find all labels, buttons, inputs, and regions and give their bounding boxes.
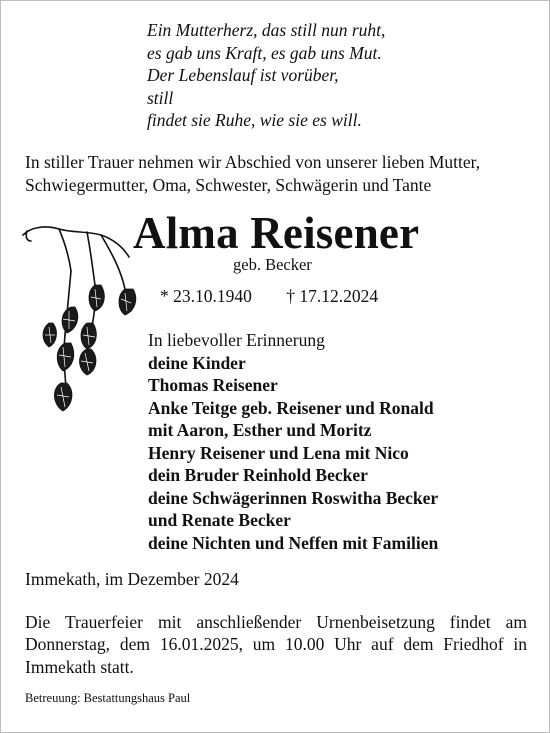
poem-line: es gab uns Kraft, es gab uns Mut. (147, 42, 382, 63)
mourners-heading: In liebevoller Erinnerung (148, 330, 325, 350)
poem-line: Der Lebenslauf ist vorüber, (147, 65, 339, 86)
birth-date: * 23.10.1940 (160, 286, 252, 306)
mourner-line: mit Aaron, Esther und Moritz (148, 420, 372, 440)
funeral-home-credit: Betreuung: Bestattungshaus Paul (25, 691, 191, 705)
death-date: † 17.12.2024 (286, 286, 379, 306)
mourner-line: Anke Teitge geb. Reisener und Ronald (148, 397, 434, 418)
mourner-line: Henry Reisener und Lena mit Nico (148, 442, 409, 463)
poem (147, 19, 385, 132)
intro-text (25, 151, 535, 196)
poem-line: still (147, 87, 174, 108)
life-dates (160, 285, 378, 307)
leafy-branch-icon (21, 223, 146, 433)
mourner-line: Thomas Reisener (148, 375, 278, 395)
poem-line: findet sie Ruhe, wie sie es will. (147, 110, 362, 131)
deceased-name: Alma Reisener (133, 208, 420, 258)
poem-line: Ein Mutterherz, das still nun ruht, (147, 20, 386, 40)
mourner-line: deine Schwägerinnen Roswitha Becker (148, 487, 439, 508)
place-date: Immekath, im Dezember 2024 (25, 569, 239, 589)
intro-line: Schwiegermutter, Oma, Schwester, Schwägerin und Tante (25, 174, 432, 195)
service-line: Donnerstag, dem 16.01.2025, um 10.00 Uhr auf dem Friedhof in (25, 634, 527, 655)
mourner-line: und Renate Becker (148, 510, 291, 530)
service-line: Die Trauerfeier mit anschließender Urnenbeisetzung findet am (25, 612, 527, 632)
mourners-list (148, 329, 438, 554)
intro-line: In stiller Trauer nehmen wir Abschied von unserer lieben Mutter, (25, 152, 481, 172)
service-line: Immekath statt. (25, 656, 134, 677)
funeral-service-info (25, 611, 527, 678)
mourner-line: deine Kinder (148, 352, 246, 373)
maiden-name: geb. Becker (233, 255, 312, 274)
mourner-line: dein Bruder Reinhold Becker (148, 465, 368, 485)
mourner-line: deine Nichten und Neffen mit Familien (148, 532, 439, 553)
